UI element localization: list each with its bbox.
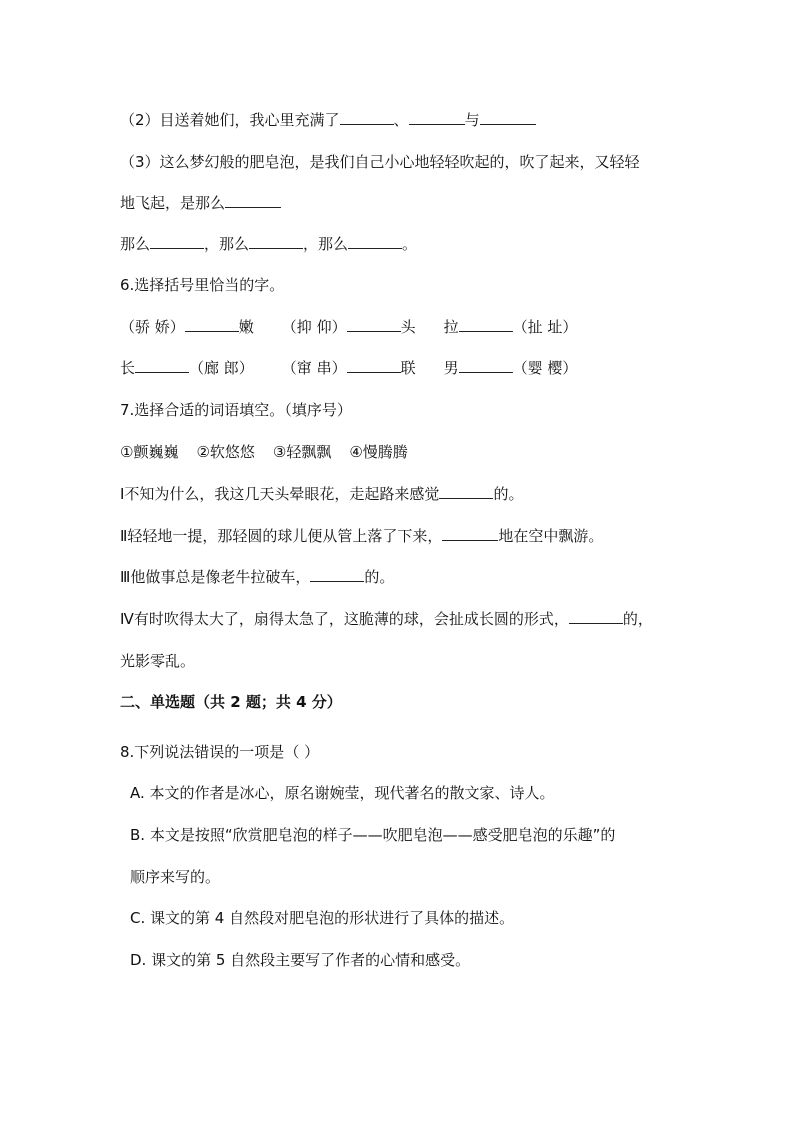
option-2: ②软悠悠 (196, 443, 255, 461)
answer-blank[interactable] (185, 317, 239, 332)
answer-blank[interactable] (480, 110, 536, 125)
q8-option-c[interactable]: C. 课文的第 4 自然段对肥皂泡的形状进行了具体的描述。 (130, 909, 515, 927)
answer-blank[interactable] (459, 358, 513, 373)
answer-blank[interactable] (150, 234, 204, 249)
section-title: 二、单选题（共 2 题；共 4 分） (120, 693, 342, 711)
q7-sentence-2: Ⅱ轻轻地一提，那轻圆的球儿便从管上落了下来， 地在空中飘游。 (120, 527, 604, 545)
option-3: ③轻飘飘 (272, 443, 332, 461)
answer-blank[interactable] (347, 358, 401, 373)
q5-item2: （2）目送着她们，我心里充满了 、 与 (120, 110, 536, 130)
q6-row1: （骄 娇） 嫩 （抑 仰） 头 拉 （扯 址） (120, 318, 578, 336)
q7-sentence-3: Ⅲ他做事总是像老牛拉破车， 的。 (120, 568, 395, 586)
q8-option-b[interactable]: B. 本文是按照“欣赏肥皂泡的样子——吹肥皂泡——感受肥皂泡的乐趣”的 (130, 826, 616, 844)
answer-blank[interactable] (459, 317, 513, 332)
answer-blank[interactable] (442, 526, 498, 541)
answer-blank[interactable] (249, 234, 303, 249)
q6-row2: 长 （廊 郎） （窜 串） 联 男 （婴 樱） (120, 359, 578, 377)
q5-item3-line1: （3）这么梦幻般的肥皂泡，是我们自己小心地轻轻吹起的，吹了起来，又轻轻 (120, 153, 640, 171)
answer-blank[interactable] (310, 567, 364, 582)
answer-blank[interactable] (135, 358, 189, 373)
q6-title: 6.选择括号里恰当的字。 (120, 276, 285, 294)
option-4: ④慢腾腾 (349, 443, 408, 461)
q7-sentence-1: Ⅰ不知为什么，我这几天头晕眼花，走起路来感觉 的。 (120, 485, 524, 503)
q5-item3-line2: 地飞起，是那么 (120, 193, 281, 213)
q8-option-d[interactable]: D. 课文的第 5 自然段主要写了作者的心情和感受。 (130, 951, 471, 969)
q8-option-b-cont: 顺序来写的。 (130, 868, 221, 886)
q7-title: 7.选择合适的词语填空。（填序号） (120, 401, 352, 419)
answer-blank[interactable] (439, 484, 493, 499)
answer-blank[interactable] (225, 193, 281, 208)
q7-options (120, 442, 408, 462)
answer-blank[interactable] (347, 317, 401, 332)
q8-option-a[interactable]: A. 本文的作者是冰心，原名谢婉莹，现代著名的散文家、诗人。 (130, 784, 555, 802)
option-1: ①颤巍巍 (120, 443, 179, 461)
answer-blank[interactable] (348, 234, 402, 249)
q7-sentence-4-cont: 光影零乱。 (120, 652, 196, 670)
q5-item3-line3: 那么 ，那么 ，那么 。 (120, 235, 418, 253)
answer-blank[interactable] (340, 110, 394, 125)
q5-item2-text: （2）目送着她们，我心里充满了 (120, 111, 340, 129)
q7-sentence-4: Ⅳ有时吹得太大了，扇得太急了，这脆薄的球，会扯成长圆的形式， 的， (120, 610, 653, 628)
answer-blank[interactable] (409, 110, 465, 125)
answer-blank[interactable] (569, 609, 623, 624)
q8-title: 8.下列说法错误的一项是（ ） (120, 743, 320, 761)
